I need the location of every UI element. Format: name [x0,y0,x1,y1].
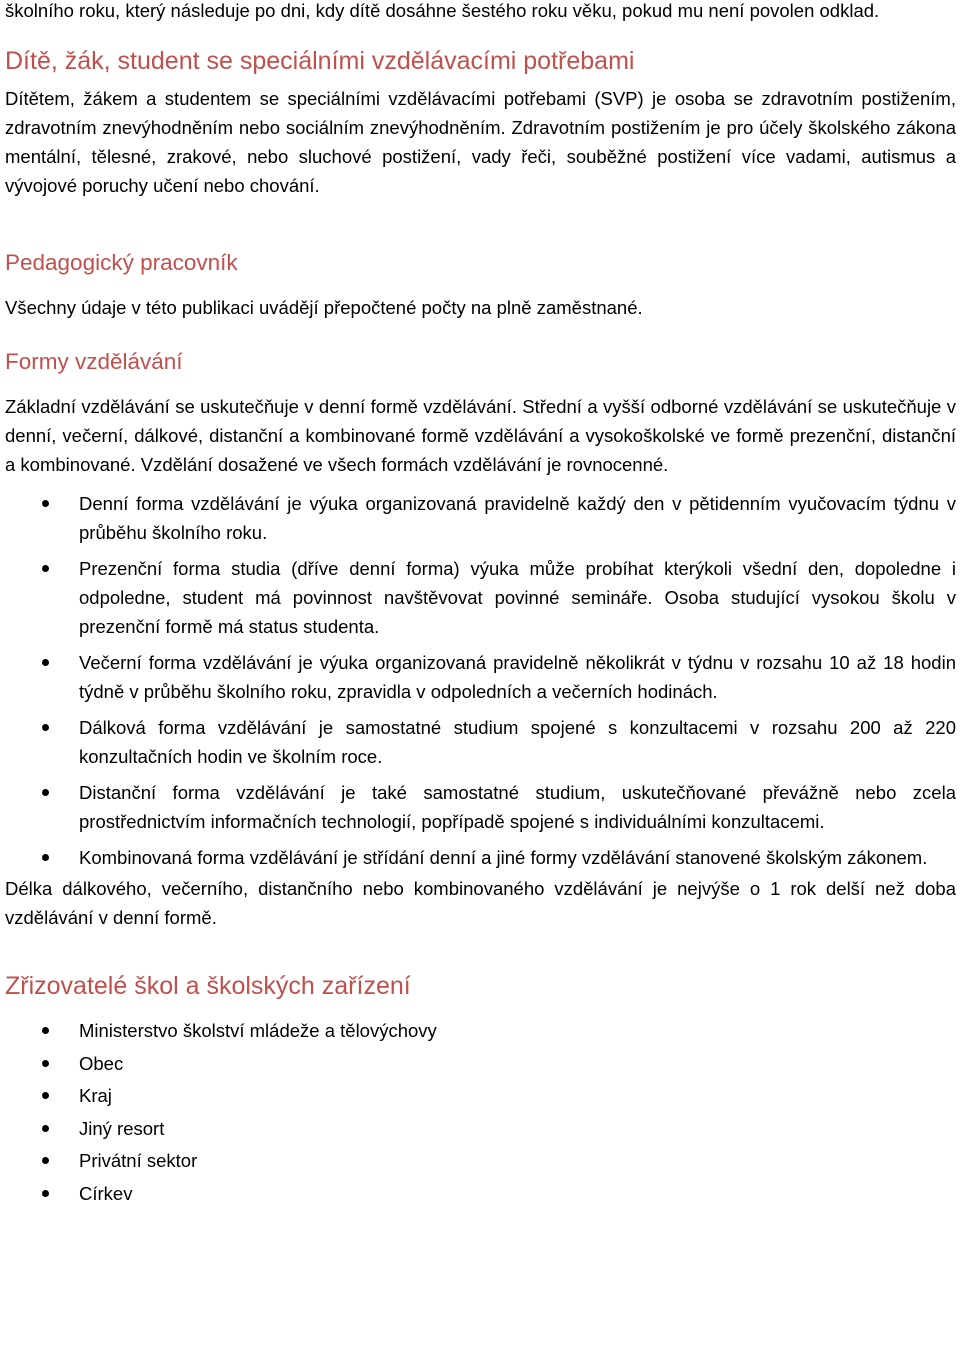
list-item [5,1016,956,1045]
list-item [5,489,956,547]
document-page [5,0,956,1208]
list-item-text: Distanční forma vzdělávání je také samostatné studium, uskutečňované převážně nebo zcela prostřednictvím informačních technologií, popřípadě spojené s individuálními konzultacemi. [79,782,956,832]
list-item-text: Ministerstvo školství mládeže a tělovýchovy [79,1020,437,1041]
list-item [5,843,956,872]
list-item-text: Kraj [79,1085,112,1106]
bullet-icon [42,854,49,861]
svp-paragraph: Dítětem, žákem a studentem se speciálními vzdělávacími potřebami (SVP) je osoba se zdravotním postižením, zdravotním znevýhodněním nebo sociálním znevýhodněním. Zdravotním postižením je pro účely školského zákona mentální, tělesné, zrakové, nebo sluchové postižení, vady řeči, souběžné postižení více vadami, autismus a vývojové poruchy učení nebo chování. [5,88,956,196]
list-item-text: Denní forma vzdělávání je výuka organizovaná pravidelně každý den v pětidenním vyučovacím týdnu v průběhu školního roku. [79,493,956,543]
list-item [5,554,956,641]
bullet-icon [42,500,49,507]
list-item-text: Kombinovaná forma vzdělávání je střídání denní a jiné formy vzdělávání stanovené školským zákonem. [79,847,928,868]
bullet-icon [42,565,49,572]
forms-paragraph: Základní vzdělávání se uskutečňuje v denní formě vzdělávání. Střední a vyšší odborné vzdělávání se uskutečňuje v denní, večerní, dálkové, distanční a kombinované formě vzdělávání a vysokoškolské ve formě prezenční, distanční a kombinované. Vzdělání dosažené ve všech formách vzdělávání je rovnocenné. [5,396,956,475]
bullet-icon [42,724,49,731]
bullet-icon [42,1190,49,1197]
list-item-text: Jiný resort [79,1117,165,1139]
list-item [5,1146,956,1175]
heading-svp: Dítě, žák, student se speciálními vzdělávacími potřebami [5,47,635,75]
bullet-icon [42,659,49,666]
list-item-text: Prezenční forma studia (dříve denní forma) výuka může probíhat kterýkoli všední den, dopoledne i odpoledne, student má povinnost navštěvovat povinné semináře. Osoba studující vysokou školu v prezenční formě má status studenta. [79,558,956,637]
list-item [5,1114,956,1143]
teacher-paragraph: Všechny údaje v této publikaci uvádějí přepočtené počty na plně zaměstnané. [5,297,643,318]
list-item-text: Privátní sektor [79,1150,198,1171]
bullet-icon [42,1125,49,1132]
heading-founders: Zřizovatelé škol a školských zařízení [5,972,411,1000]
bullet-icon [42,1060,49,1067]
list-item [5,778,956,836]
forms-list [5,489,956,872]
list-item-text: Obec [79,1052,124,1074]
list-item-text: Večerní forma vzdělávání je výuka organizovaná pravidelně několikrát v týdnu v rozsahu 10 až 18 hodin týdně v průběhu školního roku, zpravidla v odpoledních a večerních hodinách. [79,652,956,702]
heading-teacher: Pedagogický pracovník [5,250,238,275]
heading-forms: Formy vzdělávání [5,349,183,374]
bullet-icon [42,1027,49,1034]
list-item [5,648,956,706]
intro-paragraph: školního roku, který následuje po dni, kdy dítě dosáhne šestého roku věku, pokud mu není povolen odklad. [5,0,880,21]
founders-list [5,1016,956,1208]
list-item-text: Církev [79,1182,133,1204]
bullet-icon [42,1157,49,1164]
forms-closing-paragraph: Délka dálkového, večerního, distančního nebo kombinovaného vzdělávání je nejvýše o 1 rok delší než doba vzdělávání v denní formě. [5,878,956,928]
list-item-text: Dálková forma vzdělávání je samostatné studium spojené s konzultacemi v rozsahu 200 až 220 konzultačních hodin ve školním roce. [79,717,956,767]
bullet-icon [42,789,49,796]
list-item [5,1179,956,1208]
list-item [5,1049,956,1078]
list-item [5,1081,956,1110]
list-item [5,713,956,771]
bullet-icon [42,1092,49,1099]
